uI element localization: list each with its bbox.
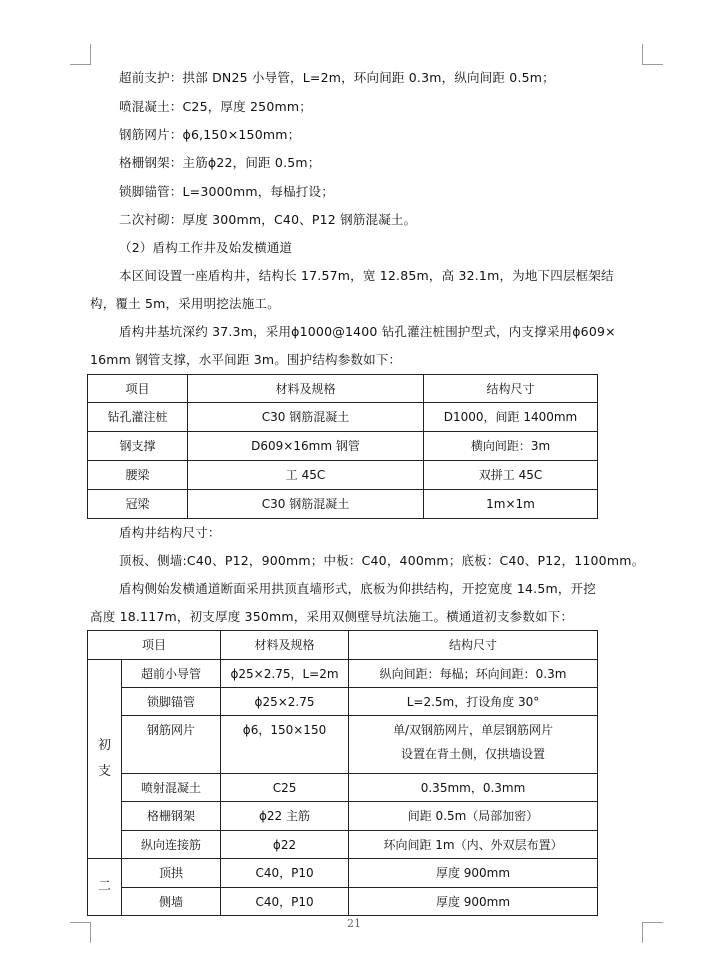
table-cell: 喷射混凝土: [122, 774, 221, 802]
paragraph-line: 顶板、侧墙:C40、P12，900mm；中板：C40，400mm；底板：C40、P12，1100mm。: [119, 553, 645, 568]
table-cell: C30 钢筋混凝土: [188, 490, 424, 519]
retaining-structure-table: [87, 374, 598, 519]
table-cell: 横向间距：3m: [424, 432, 598, 461]
table-cell: 侧墙: [122, 888, 221, 916]
paragraph-line: 格栅钢架：主筋ϕ22，间距 0.5m；: [119, 155, 321, 170]
paragraph-line: 高度 18.117m，初支厚度 350mm，采用双侧壁导坑法施工。横通道初支参数如下：: [90, 609, 574, 624]
table-row: [88, 432, 598, 461]
table-cell: 钢支撑: [88, 432, 188, 461]
table-cell: 顶拱: [122, 859, 221, 888]
table-header-cell: 项目: [88, 375, 188, 403]
paragraph-line: 超前支护：拱部 DN25 小导管，L=2m，环向间距 0.3m，纵向间距 0.5m；: [119, 70, 555, 85]
table-header-cell: 结构尺寸: [349, 631, 598, 660]
table-cell: D1000，间距 1400mm: [424, 403, 598, 432]
table-cell: C40，P10: [221, 859, 349, 888]
table-row: [88, 716, 598, 774]
table-cell: 冠梁: [88, 490, 188, 519]
table-cell: C25: [221, 774, 349, 802]
table-cell: 锁脚锚管: [122, 688, 221, 716]
table-cell: 厚度 900mm: [349, 859, 598, 888]
paragraph-line: 盾构侧始发横通道断面采用拱顶直墙形式，底板为仰拱结构，开挖宽度 14.5m，开挖: [119, 581, 596, 596]
table-row: [88, 403, 598, 432]
table-cell: 纵向连接筋: [122, 831, 221, 859]
table-cell: 厚度 900mm: [349, 888, 598, 916]
table-row: [88, 831, 598, 859]
table-header-row: [88, 375, 598, 403]
table-cell-multiline: [349, 716, 598, 774]
paragraph-line: 钢筋网片：ϕ6,150×150mm；: [119, 127, 301, 142]
table-cell: 0.35mm，0.3mm: [349, 774, 598, 802]
table-row: [88, 888, 598, 916]
table-cell: 环向间距 1m（内、外双层布置）: [349, 831, 598, 859]
table-cell: 格栅钢架: [122, 802, 221, 831]
table-cell: 间距 0.5m（局部加密）: [349, 802, 598, 831]
group-label-secondary-lining: 二: [88, 859, 122, 916]
cell-line: 设置在背土侧，仅拱墙设置: [401, 747, 546, 761]
table-cell: ϕ6，150×150: [221, 716, 349, 774]
crop-mark-top-right: [642, 44, 663, 65]
table-row: [88, 774, 598, 802]
paragraph-line: 二次衬砌：厚度 300mm，C40、P12 钢筋混凝土。: [119, 212, 417, 227]
table-header-row: [88, 631, 598, 660]
table-row: [88, 490, 598, 519]
paragraph-line: 16mm 钢管支撑，水平间距 3m。围护结构参数如下：: [90, 352, 402, 367]
table-cell: ϕ22: [221, 831, 349, 859]
table-cell: 钢筋网片: [122, 716, 221, 774]
paragraph-line: 盾构井结构尺寸：: [119, 525, 221, 540]
table-cell: 纵向间距：每榀；环向间距：0.3m: [349, 660, 598, 688]
table-cell: L=2.5m，打设角度 30°: [349, 688, 598, 716]
table-header-cell: 项目: [88, 631, 221, 660]
table-row: [88, 660, 598, 688]
group-label-char: 支: [97, 764, 111, 779]
table-cell: 超前小导管: [122, 660, 221, 688]
crop-mark-top-left: [70, 44, 91, 65]
table-cell: ϕ22 主筋: [221, 802, 349, 831]
paragraph-line: 构，覆土 5m，采用明挖法施工。: [90, 296, 280, 311]
table-cell: 双拼工 45C: [424, 461, 598, 490]
table-header-cell: 结构尺寸: [424, 375, 598, 403]
table-header-cell: 材料及规格: [188, 375, 424, 403]
table-row: [88, 688, 598, 716]
paragraph-line: 盾构井基坑深约 37.3m，采用ϕ1000@1400 钻孔灌注桩围护型式，内支撑采用ϕ609×: [119, 324, 616, 339]
table-cell: 腰梁: [88, 461, 188, 490]
table-cell: 1m×1m: [424, 490, 598, 519]
group-label-initial-support: [88, 660, 122, 859]
table-cell: ϕ25×2.75: [221, 688, 349, 716]
table-row: [88, 859, 598, 888]
group-label-char: 初: [97, 738, 111, 753]
table-cell: 钻孔灌注桩: [88, 403, 188, 432]
table-row: [88, 461, 598, 490]
page-number: 21: [347, 917, 361, 930]
paragraph-line: 喷混凝土：C25，厚度 250mm；: [119, 99, 312, 114]
table-cell: C30 钢筋混凝土: [188, 403, 424, 432]
cell-line: 单/双钢筋网片，单层钢筋网片: [392, 723, 554, 737]
paragraph-line: 锁脚锚管：L=3000mm，每榀打设；: [119, 184, 334, 199]
table-header-cell: 材料及规格: [221, 631, 349, 660]
paragraph-line: 本区间设置一座盾构井，结构长 17.57m，宽 12.85m，高 32.1m，为地下四层框架结: [119, 268, 614, 283]
table-row: [88, 802, 598, 831]
table-cell: C40，P10: [221, 888, 349, 916]
table-cell: ϕ25×2.75，L=2m: [221, 660, 349, 688]
table-cell: 工 45C: [188, 461, 424, 490]
table-cell: D609×16mm 钢管: [188, 432, 424, 461]
initial-support-table: [87, 630, 598, 916]
section-heading: （2）盾构工作井及始发横通道: [119, 240, 293, 255]
